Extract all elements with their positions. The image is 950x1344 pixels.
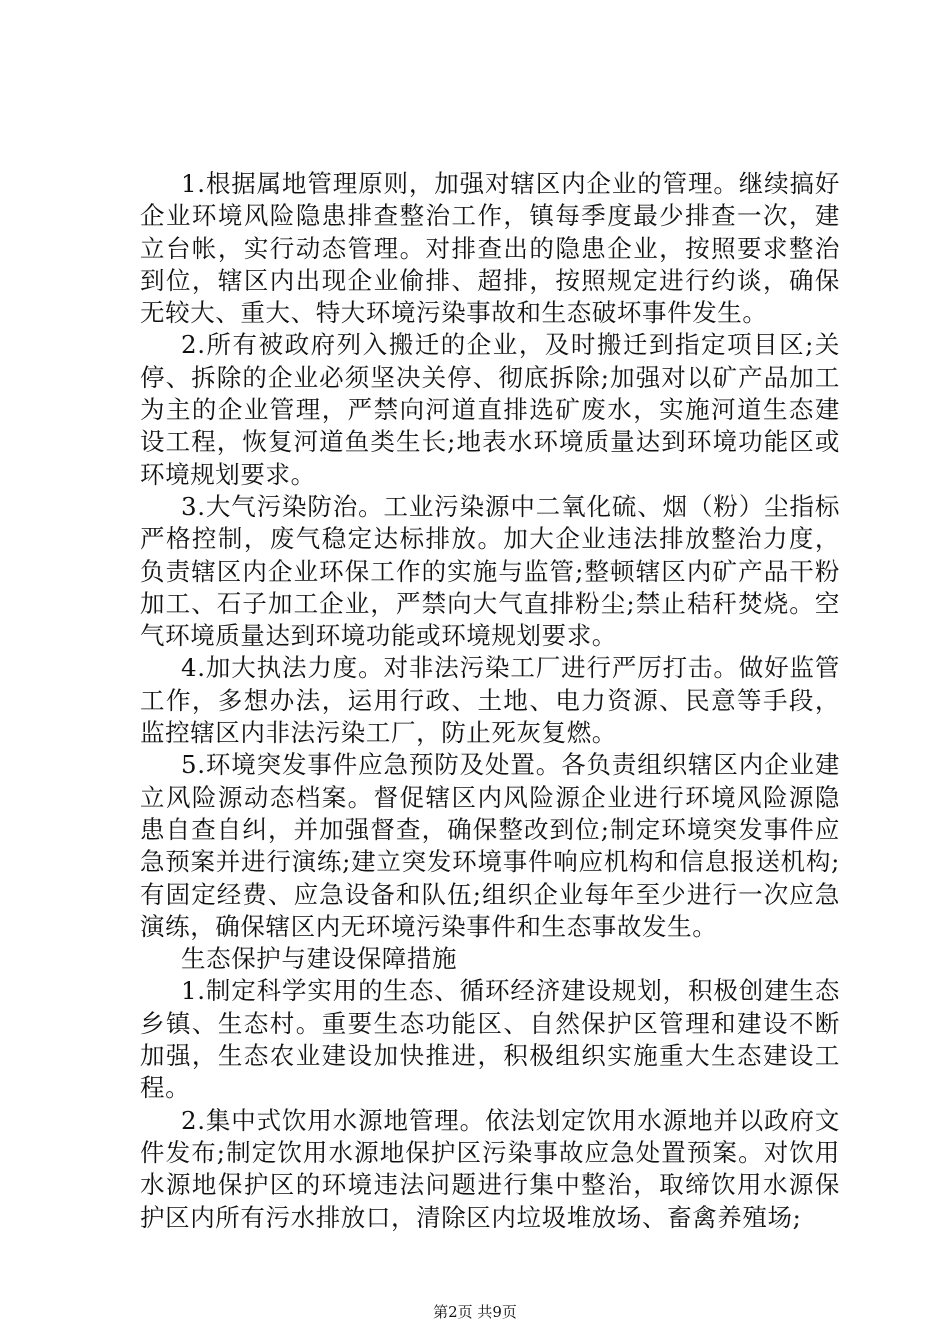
page-footer: 第2页 共9页	[433, 1303, 517, 1321]
paragraph: 1.根据属地管理原则，加强对辖区内企业的管理。继续搞好企业环境风险隐患排查整治工作，镇每季度最少排查一次，建立台帐，实行动态管理。对排查出的隐患企业，按照要求整治到位，辖区内出现企业偷排、超排，按照规定进行约谈，确保无较大、重大、特大环境污染事故和生态破坏事件发生。	[140, 169, 840, 328]
paragraph: 4.加大执法力度。对非法污染工厂进行严厉打击。做好监管工作，多想办法，运用行政、土地、电力资源、民意等手段，监控辖区内非法污染工厂，防止死灰复燃。	[140, 653, 840, 748]
paragraph: 1.制定科学实用的生态、循环经济建设规划，积极创建生态乡镇、生态村。重要生态功能区、自然保护区管理和建设不断加强，生态农业建设加快推进，积极组织实施重大生态建设工程。	[140, 976, 840, 1103]
paragraph: 2.集中式饮用水源地管理。依法划定饮用水源地并以政府文件发布;制定饮用水源地保护区污染事故应急处置预案。对饮用水源地保护区的环境违法问题进行集中整治，取缔饮用水源保护区内所有污水排放口，清除区内垃圾堆放场、畜禽养殖场;	[140, 1105, 840, 1232]
document-body	[140, 168, 840, 1234]
paragraph: 3.大气污染防治。工业污染源中二氧化硫、烟（粉）尘指标严格控制，废气稳定达标排放。加大企业违法排放整治力度，负责辖区内企业环保工作的实施与监管;整顿辖区内矿产品干粉加工、石子加工企业，严禁向大气直排粉尘;禁止秸秆焚烧。空气环境质量达到环境功能或环境规划要求。	[140, 491, 840, 651]
section-heading: 生态保护与建设保障措施	[181, 944, 458, 974]
paragraph: 5.环境突发事件应急预防及处置。各负责组织辖区内企业建立风险源动态档案。督促辖区内风险源企业进行环境风险源隐患自查自纠，并加强督查，确保整改到位;制定环境突发事件应急预案并进行演练;建立突发环境事件响应机构和信息报送机构;有固定经费、应急设备和队伍;组织企业每年至少进行一次应急演练，确保辖区内无环境污染事件和生态事故发生。	[140, 750, 840, 941]
paragraph: 2.所有被政府列入搬迁的企业，及时搬迁到指定项目区;关停、拆除的企业必须坚决关停、彻底拆除;加强对以矿产品加工为主的企业管理，严禁向河道直排选矿废水，实施河道生态建设工程，恢复河道鱼类生长;地表水环境质量达到环境功能区或环境规划要求。	[140, 330, 840, 489]
